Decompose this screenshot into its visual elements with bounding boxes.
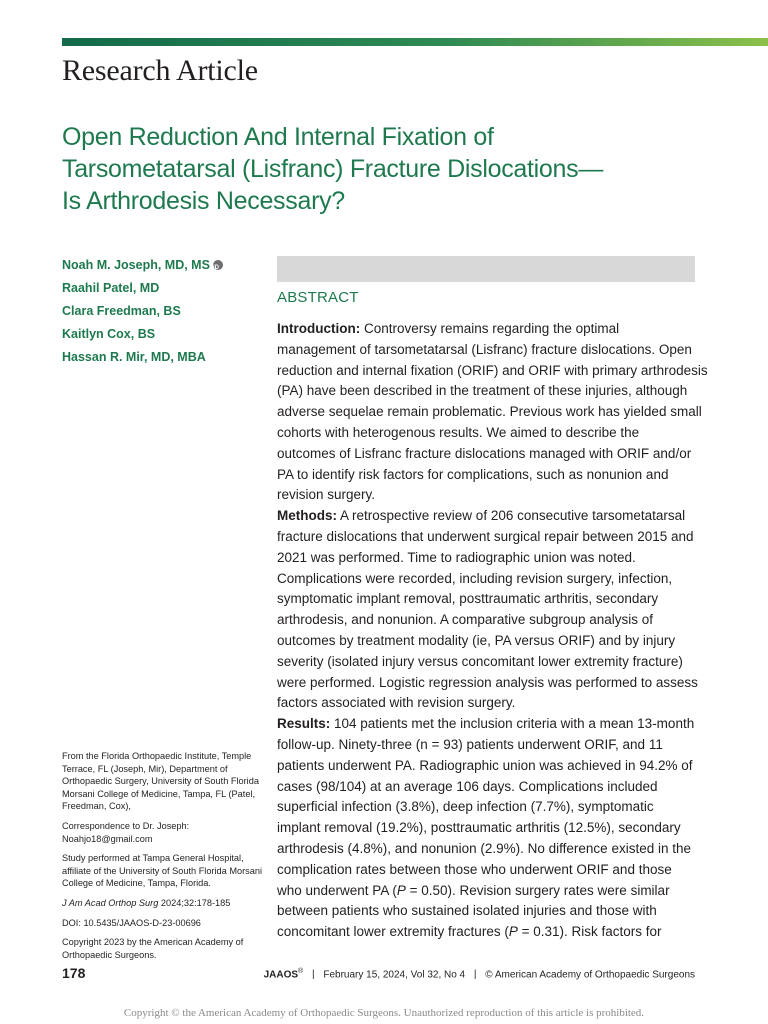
author-item[interactable]: [62, 345, 262, 368]
abstract-line: cohorts with heterogenous results. We aimed to describe the: [277, 424, 640, 440]
author-item[interactable]: [62, 322, 262, 345]
abstract-line: outcomes by treatment modality (ie, PA versus ORIF) and by injury: [277, 632, 676, 648]
author-list: [62, 253, 262, 368]
introduction-label: Introduction:: [277, 321, 361, 336]
abstract-text: Controversy remains regarding the optimal: [360, 321, 620, 336]
abstract-line: [277, 881, 702, 902]
methods-label: Methods:: [277, 508, 337, 524]
abstract-line: were performed. Logistic regression analysis was performed to assess: [277, 674, 698, 690]
abstract-line: adverse sequelae remain problematic. Previous work has yielded small: [277, 404, 702, 420]
author-name: Hassan R. Mir, MD, MBA: [62, 349, 206, 364]
abstract-line: [277, 506, 702, 527]
abstract-text: concomitant lower extremity fractures (: [277, 924, 509, 940]
affiliation-text: From the Florida Orthopaedic Institute, Temple Terrace, FL (Joseph, Mir), Department of Orthopaedic Surgery, University of South Florida Morsani College of Medicine, Tampa, FL (Patel, Freedman, Cox),: [62, 751, 259, 812]
journal-name: JAAOS: [263, 969, 299, 981]
abstract-line: patients underwent PA. Radiographic union was achieved in 94.2% of: [277, 757, 693, 773]
registered-mark: ®: [298, 968, 304, 975]
author-item[interactable]: [62, 276, 262, 299]
abstract-line: factors associated with revision surgery.: [277, 695, 516, 711]
author-name: Clara Freedman, BS: [62, 303, 181, 318]
affiliations-block: [62, 750, 262, 968]
abstract-line: PA to identify risk factors for complications, such as nonunion and: [277, 466, 669, 482]
author-name: Noah M. Joseph, MD, MS: [62, 257, 210, 272]
journal-cite-name: J Am Acad Orthop Surg: [62, 897, 159, 908]
page-footer: [62, 965, 695, 985]
orcid-icon[interactable]: iD: [213, 260, 223, 270]
section-label: Research Article: [62, 54, 258, 87]
abstract-line: follow-up. Ninety-three (n = 93) patients underwent ORIF, and 11: [277, 736, 663, 752]
article-title: [62, 121, 722, 217]
abstract-line: complication rates between those who underwent ORIF and those: [277, 861, 672, 877]
abstract-line: [277, 922, 702, 943]
abstract-line: between patients who sustained isolated injuries and those with: [277, 903, 657, 919]
abstract-text: = 0.31). Risk factors for: [517, 924, 662, 940]
correspondence-text[interactable]: Correspondence to Dr. Joseph: Noahjo18@gmail.com: [62, 820, 190, 844]
copyright-notice: Copyright © the American Academy of Orthopaedic Surgeons. Unauthorized reproduction of this article is prohibited.: [123, 1007, 645, 1019]
publisher-info: © American Academy of Orthopaedic Surgeons: [485, 969, 695, 981]
abstract-text: = 0.50). Revision surgery rates were similar: [405, 882, 670, 898]
abstract-text: A retrospective review of 206 consecutive tarsometatarsal: [337, 508, 686, 524]
abstract-heading: ABSTRACT: [277, 289, 359, 306]
abstract-line: cases (98/104) at an average 106 days. Complications included: [277, 778, 658, 794]
abstract-line: implant removal (19.2%), posttraumatic arthritis (12.5%), secondary: [277, 820, 681, 836]
author-name: Kaitlyn Cox, BS: [62, 326, 156, 341]
abstract-line: 2021 was performed. Time to radiographic union was noted.: [277, 549, 636, 565]
abstract-line: Complications were recorded, including revision surgery, infection,: [277, 570, 673, 586]
p-value-symbol: P: [508, 924, 518, 940]
copyright-text: Copyright 2023 by the American Academy of Orthopaedic Surgeons.: [62, 937, 244, 960]
abstract-body: [277, 319, 708, 943]
abstract-line: arthrodesis, and nonunion. A comparative subgroup analysis of: [277, 612, 653, 628]
abstract-text: who underwent PA (: [277, 882, 397, 898]
abstract-line: arthrodesis (4.8%), and nonunion (2.9%). No difference existed in the: [277, 840, 691, 856]
title-line: Is Arthrodesis Necessary?: [62, 187, 345, 215]
abstract-line: revision surgery.: [277, 487, 376, 503]
abstract-line: reduction and internal fixation (ORIF) and ORIF with primary arthrodesis: [277, 362, 708, 378]
title-line: Tarsometatarsal (Lisfranc) Fracture Dislocations—: [62, 155, 604, 183]
page-number: 178: [62, 965, 86, 981]
author-item[interactable]: [62, 253, 262, 276]
abstract-line: [277, 714, 702, 735]
abstract-text: 104 patients met the inclusion criteria with a mean 13-month: [330, 716, 695, 732]
journal-citation: [62, 897, 262, 910]
abstract-line: superficial infection (3.8%), deep infection (7.7%), symptomatic: [277, 799, 654, 815]
abstract-header-bar: [277, 256, 695, 282]
header-color-bar: [62, 38, 768, 46]
author-item[interactable]: [62, 299, 262, 322]
issue-info: February 15, 2024, Vol 32, No 4: [323, 969, 466, 981]
footer-separator: |: [311, 969, 315, 981]
p-value-symbol: P: [396, 882, 406, 898]
study-site-text: Study performed at Tampa General Hospital, affiliate of the University of South Florida Morsani College of Medicine, Tampa, Florida.: [62, 853, 263, 889]
footer-info: [264, 968, 695, 980]
journal-cite-details: 2024;32:178-185: [158, 897, 231, 908]
abstract-line: [277, 319, 702, 340]
doi-text[interactable]: DOI: 10.5435/JAAOS-D-23-00696: [62, 917, 201, 928]
abstract-line: severity (isolated injury versus concomitant lower extremity fracture): [277, 653, 683, 669]
footer-separator: |: [473, 969, 477, 981]
abstract-line: fracture dislocations that underwent surgical repair between 2015 and: [277, 528, 694, 544]
abstract-line: (PA) have been described in the treatment of these injuries, although: [277, 383, 688, 399]
results-label: Results:: [277, 716, 331, 732]
author-name: Raahil Patel, MD: [62, 280, 160, 295]
title-line: Open Reduction And Internal Fixation of: [62, 123, 494, 151]
abstract-line: symptomatic implant removal, posttraumatic arthritis, secondary: [277, 591, 659, 607]
abstract-line: outcomes of Lisfranc fracture dislocations managed with ORIF and/or: [277, 445, 692, 461]
abstract-line: management of tarsometatarsal (Lisfranc) fracture dislocations. Open: [277, 341, 692, 357]
